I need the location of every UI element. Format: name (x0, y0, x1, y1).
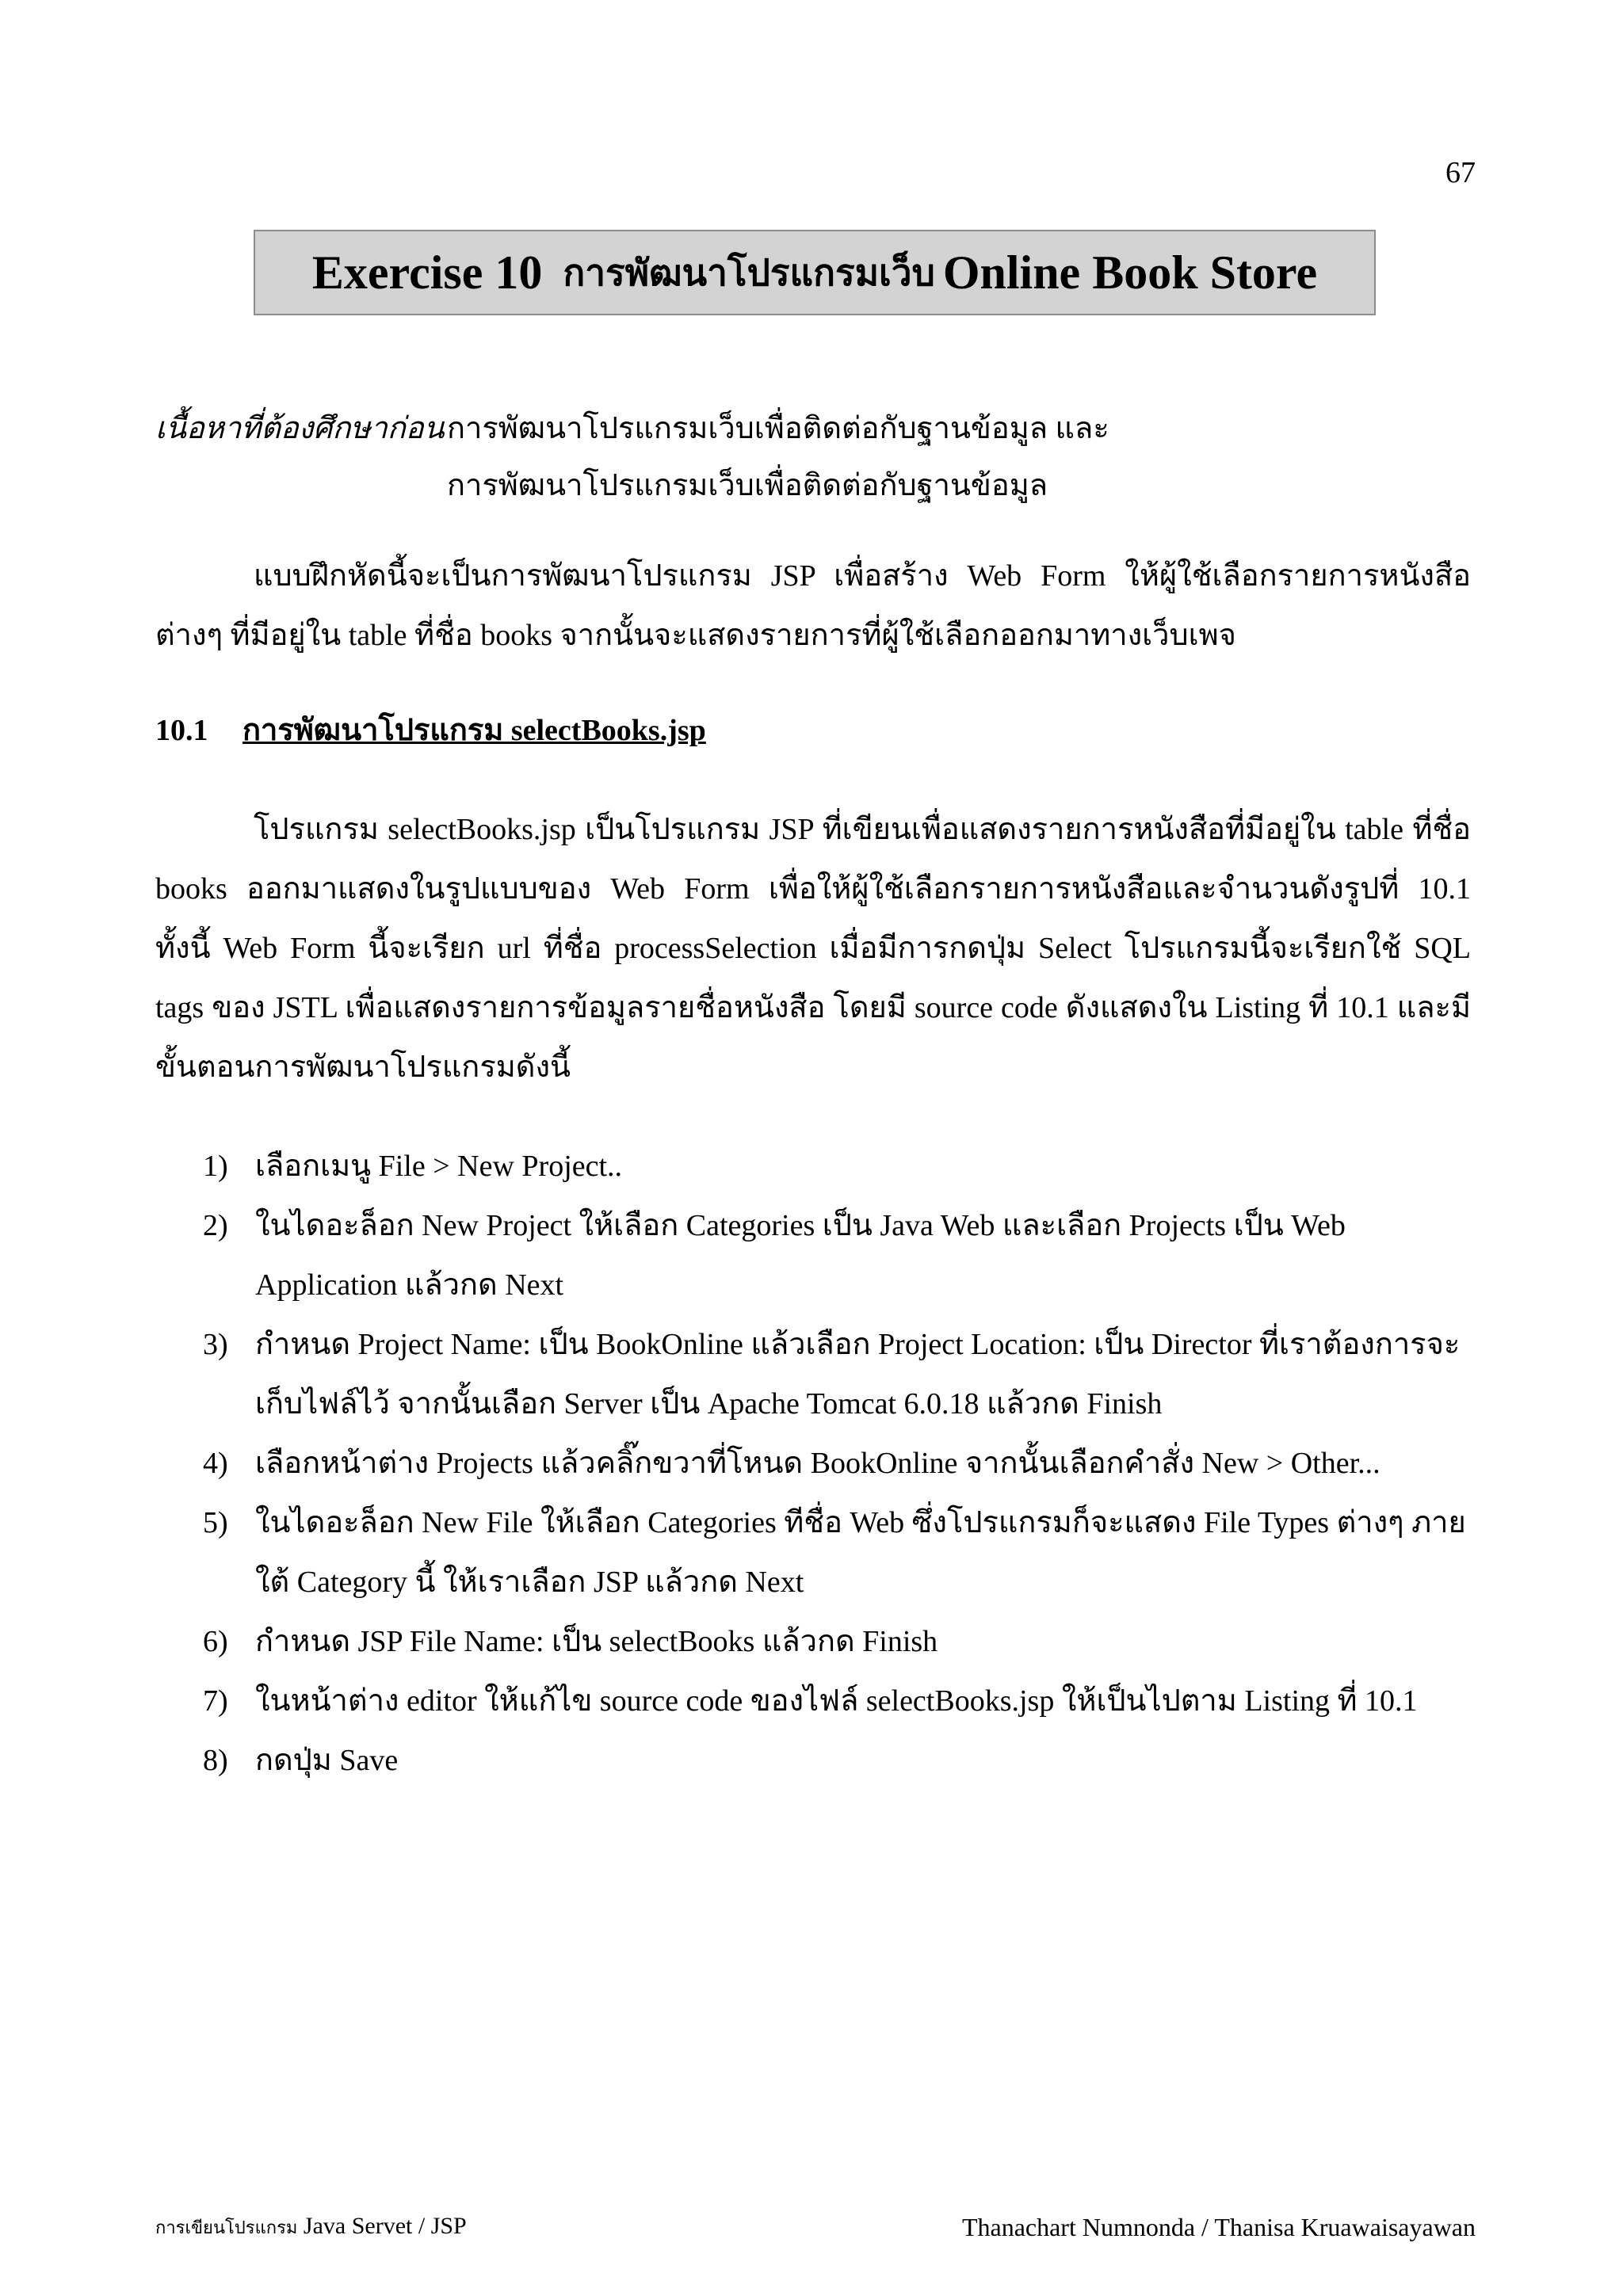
exercise-title-banner (254, 230, 1376, 315)
step-text: ในไดอะล็อก New Project ให้เลือก Categories เป็น Java Web และเลือก Projects เป็น Web Application แล้วกด Next (255, 1209, 1346, 1302)
list-item (203, 1196, 1471, 1315)
step-text: ในหน้าต่าง editor ให้แก้ไข source code ของไฟล์ selectBooks.jsp ให้เป็นไปตาม Listing ที่ 10.1 (255, 1684, 1418, 1718)
list-item (203, 1493, 1471, 1612)
step-number: 5) (203, 1506, 228, 1539)
prerequisite-label: เนื้อหาที่ต้องศึกษาก่อน (155, 412, 445, 445)
footer-course-thai: การเขียนโปรแกรม (155, 2218, 298, 2237)
step-text: ในไดอะล็อก New File ให้เลือก Categories ทีชื่อ Web ซึ่งโปรแกรมก็จะแสดง File Types ต่างๆ ภายใต้ Category นี้ ให้เราเลือก JSP แล้วกด Next (255, 1506, 1466, 1599)
step-text: กดปุ่ม Save (255, 1744, 399, 1777)
step-text: กำหนด JSP File Name: เป็น selectBooks แล้วกด Finish (255, 1625, 938, 1658)
list-item (203, 1315, 1471, 1434)
prerequisite-item-1: การพัฒนาโปรแกรมเว็บเพื่อติดต่อกับฐานข้อมูล และ (447, 412, 1109, 445)
step-number: 1) (203, 1150, 228, 1183)
intro-paragraph (155, 547, 1471, 666)
footer-course (155, 2213, 467, 2241)
step-number: 2) (203, 1209, 228, 1242)
list-item (203, 1731, 1471, 1791)
section-title: การพัฒนาโปรแกรม selectBooks.jsp (242, 714, 706, 747)
step-number: 8) (203, 1744, 228, 1777)
step-number: 7) (203, 1684, 228, 1718)
step-text: เลือกเมนู File > New Project.. (255, 1150, 623, 1183)
prerequisite-line-1 (155, 400, 1109, 457)
exercise-title-english: Online Book Store (942, 246, 1318, 299)
exercise-number: Exercise 10 (311, 246, 543, 299)
list-item (203, 1612, 1471, 1672)
description-text: โปรแกรม selectBooks.jsp เป็นโปรแกรม JSP ที่เขียนเพื่อแสดงรายการหนังสือที่มีอยู่ใน table ที่ชื่อ books ออกมาแสดงในรูปแบบของ Web Form เพื่อให้ผู้ใช้เลือกรายการหนังสือและจำนวนดังรูปที่ 10.1 ทั้งนี้ Web Form นี้จะเรียก url ที่ชื่อ processSelection เมื่อมีการกดปุ่ม Select โปรแกรมนี้จะเรียกใช้ SQL tags ของ JSTL เพื่อแสดงรายการข้อมูลรายชื่อหนังสือ โดยมี source code ดังแสดงใน Listing ที่ 10.1 และมีขั้นตอนการพัฒนาโปรแกรมดังนี้ (155, 813, 1471, 1084)
footer-course-english: Java Servet / JSP (303, 2213, 467, 2239)
step-number: 6) (203, 1625, 228, 1658)
exercise-title-thai: การพัฒนาโปรแกรมเว็บ (563, 252, 935, 293)
section-number: 10.1 (155, 714, 208, 747)
steps-list (203, 1137, 1471, 1791)
footer-authors: Thanachart Numnonda / Thanisa Kruawaisayawan (961, 2213, 1476, 2241)
intro-text: แบบฝึกหัดนี้จะเป็นการพัฒนาโปรแกรม JSP เพื่อสร้าง Web Form ให้ผู้ใช้เลือกรายการหนังสือต่างๆ ที่มีอยู่ใน table ที่ชื่อ books จากนั้นจะแสดงรายการที่ผู้ใช้เลือกออกมาทางเว็บเพจ (155, 559, 1471, 652)
description-paragraph (155, 800, 1471, 1097)
list-item (203, 1672, 1471, 1731)
step-number: 4) (203, 1447, 228, 1480)
step-number: 3) (203, 1328, 228, 1361)
prerequisite-block (155, 400, 1109, 514)
step-text: กำหนด Project Name: เป็น BookOnline แล้วเลือก Project Location: เป็น Director ที่เราต้องการจะเก็บไฟล์ไว้ จากนั้นเลือก Server เป็น Apache Tomcat 6.0.18 แล้วกด Finish (255, 1328, 1461, 1421)
list-item (203, 1137, 1471, 1196)
section-heading (155, 705, 706, 753)
page-number: 67 (1445, 156, 1476, 189)
list-item (203, 1434, 1471, 1493)
prerequisite-item-2: การพัฒนาโปรแกรมเว็บเพื่อติดต่อกับฐานข้อมูล (447, 469, 1048, 502)
step-text: เลือกหน้าต่าง Projects แล้วคลิ๊กขวาที่โหนด BookOnline จากนั้นเลือกคำสั่ง New > Other... (255, 1447, 1381, 1480)
